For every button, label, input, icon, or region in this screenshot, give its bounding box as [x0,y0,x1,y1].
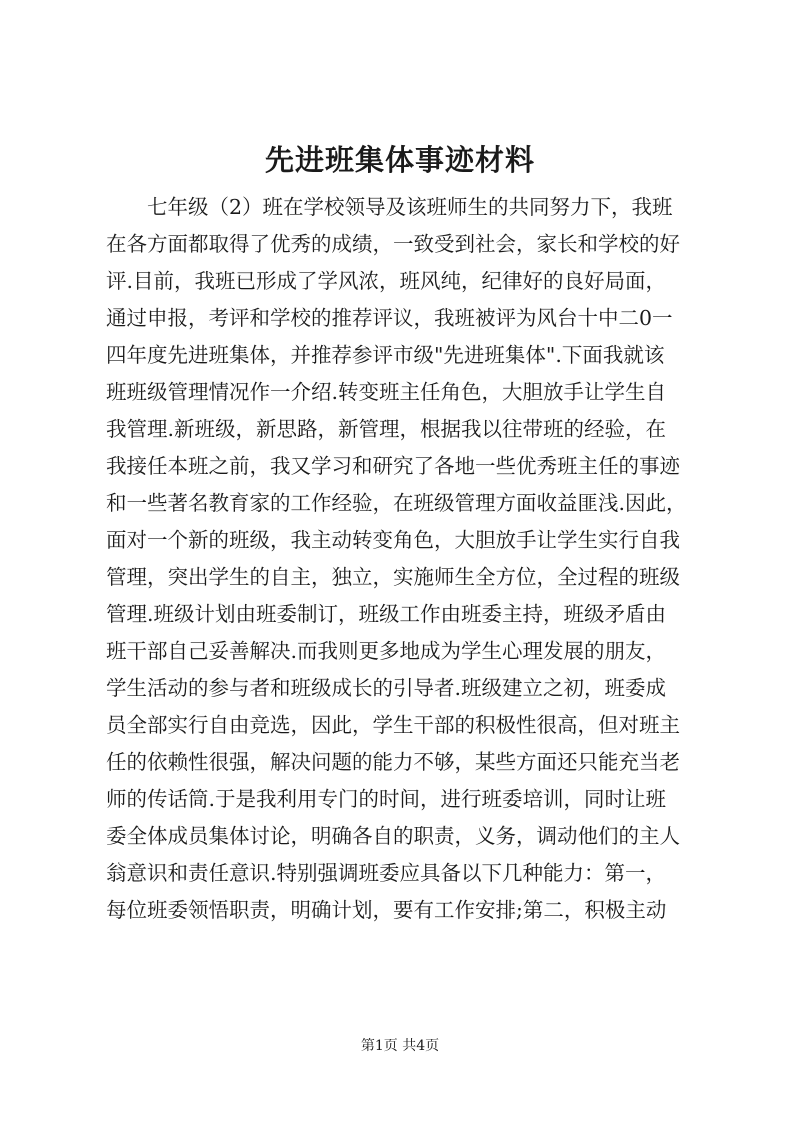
body-line: 翁意识和责任意识.特别强调班委应具备以下几种能力：第一， [106,861,667,885]
body-line: 我管理.新班级，新思路，新管理，根据我以往带班的经验，在 [106,417,667,441]
body-line: 任的依赖性很强，解决问题的能力不够，某些方面还只能充当老 [106,750,680,774]
body-line: 班班级管理情况作一介绍.转变班主任角色，大胆放手让学生自 [106,380,667,404]
body-line: 面对一个新的班级，我主动转变角色，大胆放手让学生实行自我 [106,528,680,552]
body-line: 在各方面都取得了优秀的成绩，一致受到社会，家长和学校的好 [106,232,680,256]
body-line: 和一些著名教育家的工作经验，在班级管理方面收益匪浅.因此， [106,491,687,515]
body-line: 委全体成员集体讨论，明确各自的职责，义务，调动他们的主人 [106,824,680,848]
body-line: 七年级（2）班在学校领导及该班师生的共同努力下，我班 [147,195,673,219]
body-line: 管理.班级计划由班委制订，班级工作由班委主持，班级矛盾由 [106,602,667,626]
body-line: 我接任本班之前，我又学习和研究了各地一些优秀班主任的事迹 [106,454,680,478]
body-line: 师的传话筒.于是我利用专门的时间，进行班委培训，同时让班 [106,787,667,811]
document-body [106,189,706,929]
body-line: 四年度先进班集体，并推荐参评市级"先进班集体".下面我就该 [106,343,665,367]
body-line: 每位班委领悟职责，明确计划，要有工作安排;第二，积极主动 [106,898,667,922]
body-line: 班干部自己妥善解决.而我则更多地成为学生心理发展的朋友， [106,639,667,663]
body-line: 员全部实行自由竞选，因此，学生干部的积极性很高，但对班主 [106,713,680,737]
page-footer: 第1页 共4页 [360,1038,440,1054]
body-line: 管理，突出学生的自主，独立，实施师生全方位，全过程的班级 [106,565,680,589]
body-line: 评.目前，我班已形成了学风浓，班风纯，纪律好的良好局面， [106,269,667,293]
document-title: 先进班集体事迹材料 [264,143,535,177]
body-line: 通过申报，考评和学校的推荐评议，我班被评为风台十中二0一 [106,306,673,330]
body-line: 学生活动的参与者和班级成长的引导者.班级建立之初，班委成 [106,676,667,700]
